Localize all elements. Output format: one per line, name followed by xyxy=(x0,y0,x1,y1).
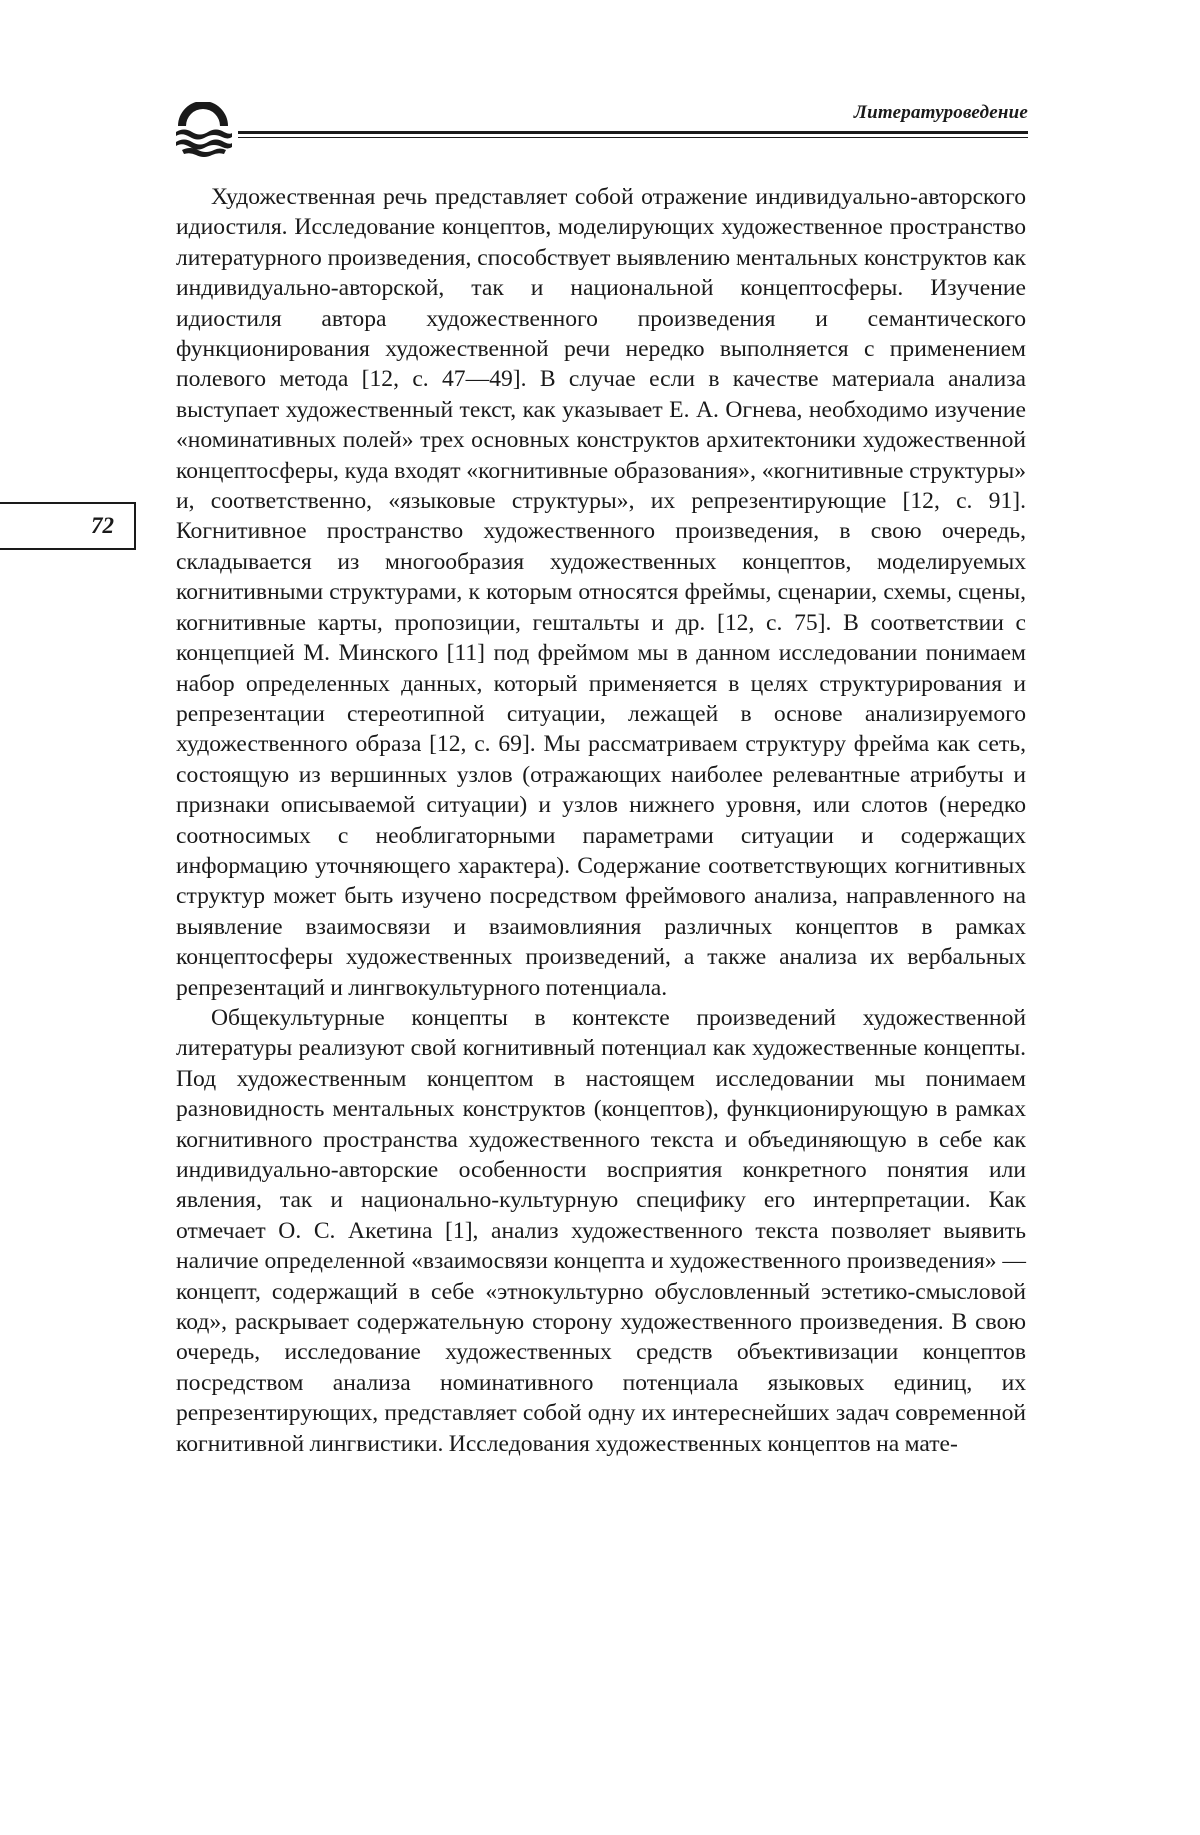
header-rule-thick xyxy=(238,131,1028,134)
page-number: 72 xyxy=(91,513,114,538)
header-double-rule xyxy=(238,131,1028,139)
body-paragraph: Художественная речь представляет собой отражение индивидуально-авторского идиостиля. Исследование концептов, моделирующих художественное пространство литературного произведения, способствует выявлению ментальных конструктов как индивидуально-авторской, так и национальной концептосферы. Изучение идиостиля автора художественного произведения и семантического функционирования художественной речи нередко выполняется с применением полевого метода [12, с. 47—49]. В случае если в качестве материала анализа выступает художественный текст, как указывает Е. А. Огнева, необходимо изучение «номинативных полей» трех основных конструктов архитектоники художественной концептосферы, куда входят «когнитивные образования», «когнитивные структуры» и, соответственно, «языковые структуры», их репрезентирующие [12, с. 91]. Когнитивное пространство художественного произведения, в свою очередь, складывается из многообразия художественных концептов, моделируемых когнитивными структурами, к которым относятся фреймы, сценарии, схемы, сцены, когнитивные карты, пропозиции, гештальты и др. [12, с. 75]. В соответствии с концепцией М. Минского [11] под фреймом мы в данном исследовании понимаем набор определенных данных, который применяется в целях структурирования и репрезентации стереотипной ситуации, лежащей в основе анализируемого художественного образа [12, с. 69]. Мы рассматриваем структуру фрейма как сеть, состоящую из вершинных узлов (отражающих наиболее релевантные атрибуты и признаки описываемой ситуации) и узлов нижнего уровня, или слотов (нередко соотносимых с необлигаторными параметрами ситуации и содержащих информацию уточняющего характера). Содержание соответствующих когнитивных структур может быть изучено посредством фреймового анализа, направленного на выявление взаимосвязи и взаимовлияния различных концептов в рамках концептосферы художественных произведений, а также анализа их вербальных репрезентаций и лингвокультурного потенциала. xyxy=(176,184,1026,1001)
article-body xyxy=(176,182,1026,1459)
header-rule-thin xyxy=(238,137,1028,138)
journal-logo-icon xyxy=(170,102,236,162)
section-title: Литературоведение xyxy=(853,102,1028,123)
body-paragraph: Общекультурные концепты в контексте произведений художественной литературы реализуют свой когнитивный потенциал как художественные концепты. Под художественным концептом в настоящем исследовании мы понимаем разновидность ментальных конструктов (концептов), функционирующую в рамках когнитивного пространства художественного текста и объединяющую в себе как индивидуально-авторские особенности восприятия конкретного понятия или явления, так и национально-культурную специфику его интерпретации. Как отмечает О. С. Акетина [1], анализ художественного текста позволяет выявить наличие определенной «взаимосвязи концепта и художественного произведения» — концепт, содержащий в себе «этнокультурно обусловленный эстетико-смысловой код», раскрывает содержательную сторону художественного произведения. В свою очередь, исследование художественных средств объективизации концептов посредством анализа номинативного потенциала языковых единиц, их репрезентирующих, представляет собой одну их интереснейших задач современной когнитивной лингвистики. Исследования художественных концептов на мате- xyxy=(176,1004,1026,1457)
page-number-tab xyxy=(0,502,136,550)
page-header xyxy=(170,98,1028,164)
